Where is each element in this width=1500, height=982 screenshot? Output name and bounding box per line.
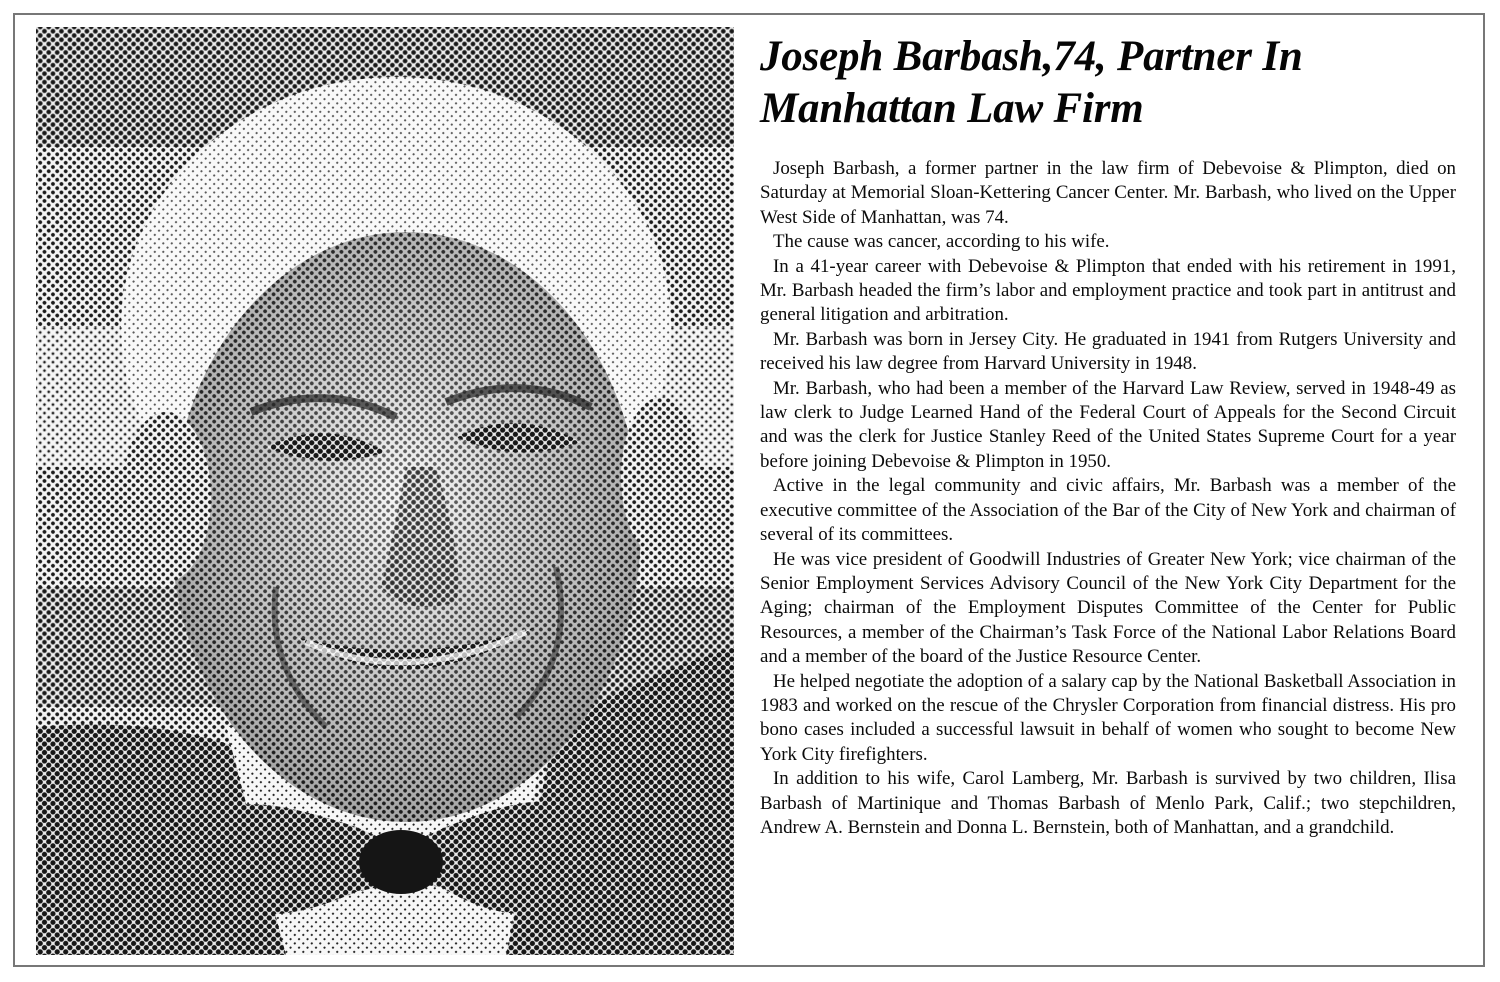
portrait-photo (36, 27, 734, 955)
paragraph: He helped negotiate the adoption of a salary cap by the National Basketball Association in 1983 and worked on the rescue of the Chrysler Corporation from financial distress. His pro bono cases included a successful lawsuit in behalf of women who sought to become New York City firefighters. (760, 670, 1456, 765)
headline: Joseph Barbash,74, Partner In Manhattan Law Firm (760, 33, 1303, 132)
obituary-article (760, 31, 1456, 953)
article-body (760, 157, 1456, 840)
paragraph: In a 41-year career with Debevoise & Plimpton that ended with his retirement in 1991, Mr. Barbash headed the firm’s labor and employment practice and took part in antitrust and general litigation and arbitration. (760, 255, 1456, 326)
paragraph: In addition to his wife, Carol Lamberg, Mr. Barbash is survived by two children, Ilisa Barbash of Martinique and Thomas Barbash of Menlo Park, Calif.; two stepchildren, Andrew A. Bernstein and Donna L. Bernstein, both of Manhattan, and a grandchild. (760, 768, 1456, 838)
paragraph: Active in the legal community and civic affairs, Mr. Barbash was a member of the executive committee of the Association of the Bar of the City of New York and chairman of several of its committees. (760, 475, 1456, 546)
paragraph: Mr. Barbash, who had been a member of the Harvard Law Review, served in 1948-49 as law clerk to Judge Learned Hand of the Federal Court of Appeals for the Second Circuit and was the clerk for Justice Stanley Reed of the United States Supreme Court for a year before joining Debevoise & Plimpton in 1950. (760, 377, 1456, 472)
paragraph: Mr. Barbash was born in Jersey City. He graduated in 1941 from Rutgers University and received his law degree from Harvard University in 1948. (760, 328, 1456, 375)
paragraph: The cause was cancer, according to his wife. (773, 231, 1110, 253)
paragraph: He was vice president of Goodwill Industries of Greater New York; vice chairman of the Senior Employment Services Advisory Council of the New York City Department for the Aging; chairman of the Employment Disputes Committee of the Center for Public Resources, a member of the Chairman’s Task Force of the National Labor Relations Board and a member of the board of the Justice Resource Center. (760, 548, 1456, 668)
paragraph: Joseph Barbash, a former partner in the law firm of Debevoise & Plimpton, died on Saturday at Memorial Sloan-Kettering Cancer Center. Mr. Barbash, who lived on the Upper West Side of Manhattan, was 74. (760, 158, 1456, 228)
